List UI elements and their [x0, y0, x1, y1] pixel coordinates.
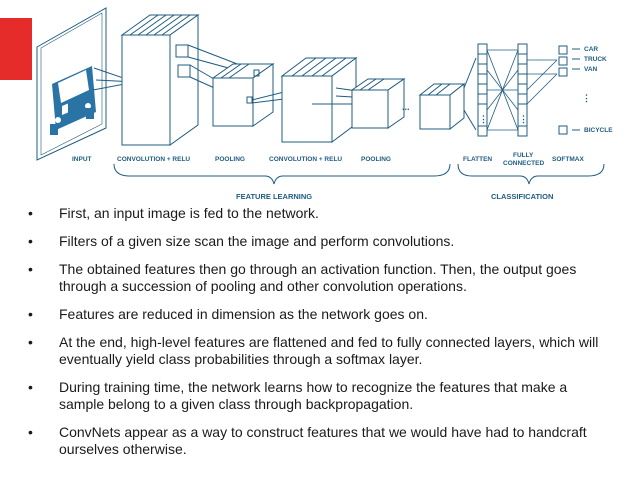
- label-connected: CONNECTED: [503, 160, 545, 167]
- label-conv2: CONVOLUTION + RELU: [269, 156, 343, 163]
- bullet-item: • The obtained features then go through an activation function. Then, the output goes through a succession of pooling and other convolution operations.: [26, 261, 616, 295]
- final-feature-block: [420, 58, 476, 130]
- bullet-item: • Features are reduced in dimension as the network goes on.: [26, 306, 616, 323]
- flatten-ellipsis: ⋮: [479, 114, 488, 124]
- bullet-list: [26, 205, 616, 469]
- label-input: INPUT: [72, 156, 92, 163]
- bullet-item: • During training time, the network learns how to recognize the features that make a sample belong to a given class through backpropagation.: [26, 379, 616, 413]
- pool2-block: [352, 79, 404, 128]
- class-bicycle: BICYCLE: [584, 127, 613, 134]
- label-fully: FULLY: [513, 152, 534, 159]
- softmax-column: [559, 46, 580, 134]
- bullet-item: • At the end, high-level features are flattened and fed to fully connected layers, which will eventually yield class probabilities through a softmax layer.: [26, 334, 616, 368]
- layers-ellipsis: ...: [402, 102, 410, 112]
- group-classification: CLASSIFICATION: [491, 192, 554, 201]
- label-flatten: FLATTEN: [463, 156, 493, 163]
- fully-connected-links: [487, 50, 518, 130]
- label-softmax: SOFTMAX: [552, 156, 584, 163]
- fc-ellipsis: ⋮: [519, 114, 528, 124]
- bullet-item: • ConvNets appear as a way to construct features that we would have had to handcraft ourselves otherwise.: [26, 424, 616, 458]
- classes-ellipsis: ⋮: [582, 93, 591, 103]
- pool1-block: [213, 64, 292, 126]
- label-pool1: POOLING: [215, 156, 245, 163]
- feature-learning-brace: [114, 164, 450, 184]
- classification-brace: [458, 164, 604, 184]
- bullet-item: • Filters of a given size scan the image and perform convolutions.: [26, 233, 616, 250]
- group-feature-learning: FEATURE LEARNING: [236, 192, 313, 201]
- class-car: CAR: [584, 46, 599, 53]
- label-pool2: POOLING: [361, 156, 391, 163]
- class-truck: TRUCK: [584, 56, 607, 63]
- label-conv1: CONVOLUTION + RELU: [117, 156, 191, 163]
- bullet-item: • First, an input image is fed to the network.: [26, 205, 616, 222]
- cnn-architecture-diagram: [0, 0, 638, 205]
- class-van: VAN: [584, 66, 598, 73]
